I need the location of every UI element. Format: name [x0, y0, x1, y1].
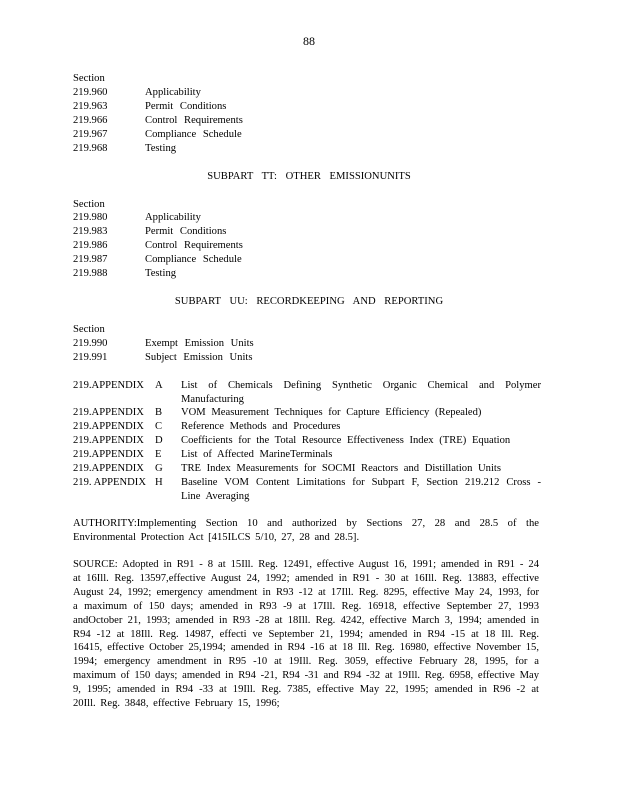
section-number: 219.986	[73, 240, 108, 251]
section-title: Applicability	[145, 212, 201, 223]
section-title: Control Requirements	[145, 115, 243, 126]
appendix-letter: G	[155, 463, 163, 474]
section-title: Applicability	[145, 87, 201, 98]
appendix-title: TRE Index Measurements for SOCMI Reactors and Distillation Units	[181, 463, 501, 474]
section-title: Compliance Schedule	[145, 129, 242, 140]
appendix-id: 219.APPENDIX	[73, 435, 144, 446]
section-number: 219.960	[73, 87, 108, 98]
appendix-title: List of Chemicals Defining Synthetic Organic Chemical and Polymer Manufacturing	[181, 380, 541, 405]
section-number: 219.988	[73, 268, 108, 279]
section-heading: Section	[73, 199, 105, 210]
appendix-id: 219.APPENDIX	[73, 407, 144, 418]
section-title: Testing	[145, 143, 177, 154]
section-title: Permit Conditions	[145, 226, 227, 237]
authority-paragraph: AUTHORITY:Implementing Section 10 and authorized by Sections 27, 28 and 28.5 of the Environmental Protection Act [415ILCS 5/10, 27, 28 and 28.5].	[73, 518, 539, 543]
appendix-id: 219.APPENDIX	[73, 380, 144, 391]
subpart-heading: SUBPART UU: RECORDKEEPING AND REPORTING	[174, 296, 444, 307]
section-number: 219.966	[73, 115, 108, 126]
page-number: 88	[303, 34, 315, 48]
appendix-id: 219.APPENDIX	[73, 421, 144, 432]
section-title: Exempt Emission Units	[145, 338, 254, 349]
appendix-letter: A	[155, 380, 163, 391]
appendix-title: VOM Measurement Techniques for Capture Efficiency (Repealed)	[181, 407, 482, 418]
section-number: 219.987	[73, 254, 108, 265]
section-number: 219.983	[73, 226, 108, 237]
section-title: Control Requirements	[145, 240, 243, 251]
subpart-heading: SUBPART TT: OTHER EMISSIONUNITS	[207, 171, 411, 182]
source-paragraph: SOURCE: Adopted in R91 - 8 at 15Ill. Reg. 12491, effective August 16, 1991; amended in R91 - 24 at 16Ill. Reg. 13597,effective August 24, 1992; amended in R91 - 30 at 16Ill. Reg. 13883, effective August 24, 1992; emergency amendment in R93 -12 at 17Ill. Reg. 8295, effective May 24, 1993, for a maximum of 150 days; amended in R93 -9 at 17Ill. Reg. 16918, effective September 27, 1993 andOctober 21, 1993; amended in R93 -28 at 18Ill. Reg. 4242, effective March 3, 1994; amended in R94 -12 at 18Ill. Reg. 14987, effecti ve September 21, 1994; amended in R94 -15 at 18 Ill. Reg. 16415, effective October 25,1994; amended in R94 -16 at 18 Ill. Reg. 16980, effective November 15, 1994; emergency amendment in R95 -10 at 19Ill. Reg. 3059, effective February 28, 1995, for a maximum of 150 days; amended in R94 -21, R94 -31 and R94 -32 at 19Ill. Reg. 6958, effective May 9, 1995; amended in R94 -33 at 19Ill. Reg. 7385, effective May 22, 1995; amended in R96 -2 at 20Ill. Reg. 3848, effective February 15, 1996;	[73, 559, 539, 710]
section-heading: Section	[73, 324, 105, 335]
appendix-title: List of Affected MarineTerminals	[181, 449, 333, 460]
appendix-letter: D	[155, 435, 163, 446]
appendix-letter: B	[155, 407, 163, 418]
section-number: 219.967	[73, 129, 108, 140]
appendix-title: Coefficients for the Total Resource Effectiveness Index (TRE) Equation	[181, 435, 511, 446]
section-number: 219.991	[73, 352, 108, 363]
appendix-letter: C	[155, 421, 163, 432]
appendix-title: Baseline VOM Content Limitations for Subpart F, Section 219.212 Cross - Line Averaging	[181, 477, 541, 502]
section-title: Compliance Schedule	[145, 254, 242, 265]
section-title: Subject Emission Units	[145, 352, 253, 363]
section-title: Permit Conditions	[145, 101, 227, 112]
section-title: Testing	[145, 268, 177, 279]
appendix-id: 219.APPENDIX	[73, 463, 144, 474]
section-number: 219.990	[73, 338, 108, 349]
section-number: 219.963	[73, 101, 108, 112]
appendix-title: Reference Methods and Procedures	[181, 421, 341, 432]
appendix-letter: H	[155, 477, 163, 488]
section-number: 219.980	[73, 212, 108, 223]
appendix-letter: E	[155, 449, 162, 460]
appendix-id: 219. APPENDIX	[73, 477, 146, 488]
section-number: 219.968	[73, 143, 108, 154]
section-heading: Section	[73, 73, 105, 84]
appendix-id: 219.APPENDIX	[73, 449, 144, 460]
